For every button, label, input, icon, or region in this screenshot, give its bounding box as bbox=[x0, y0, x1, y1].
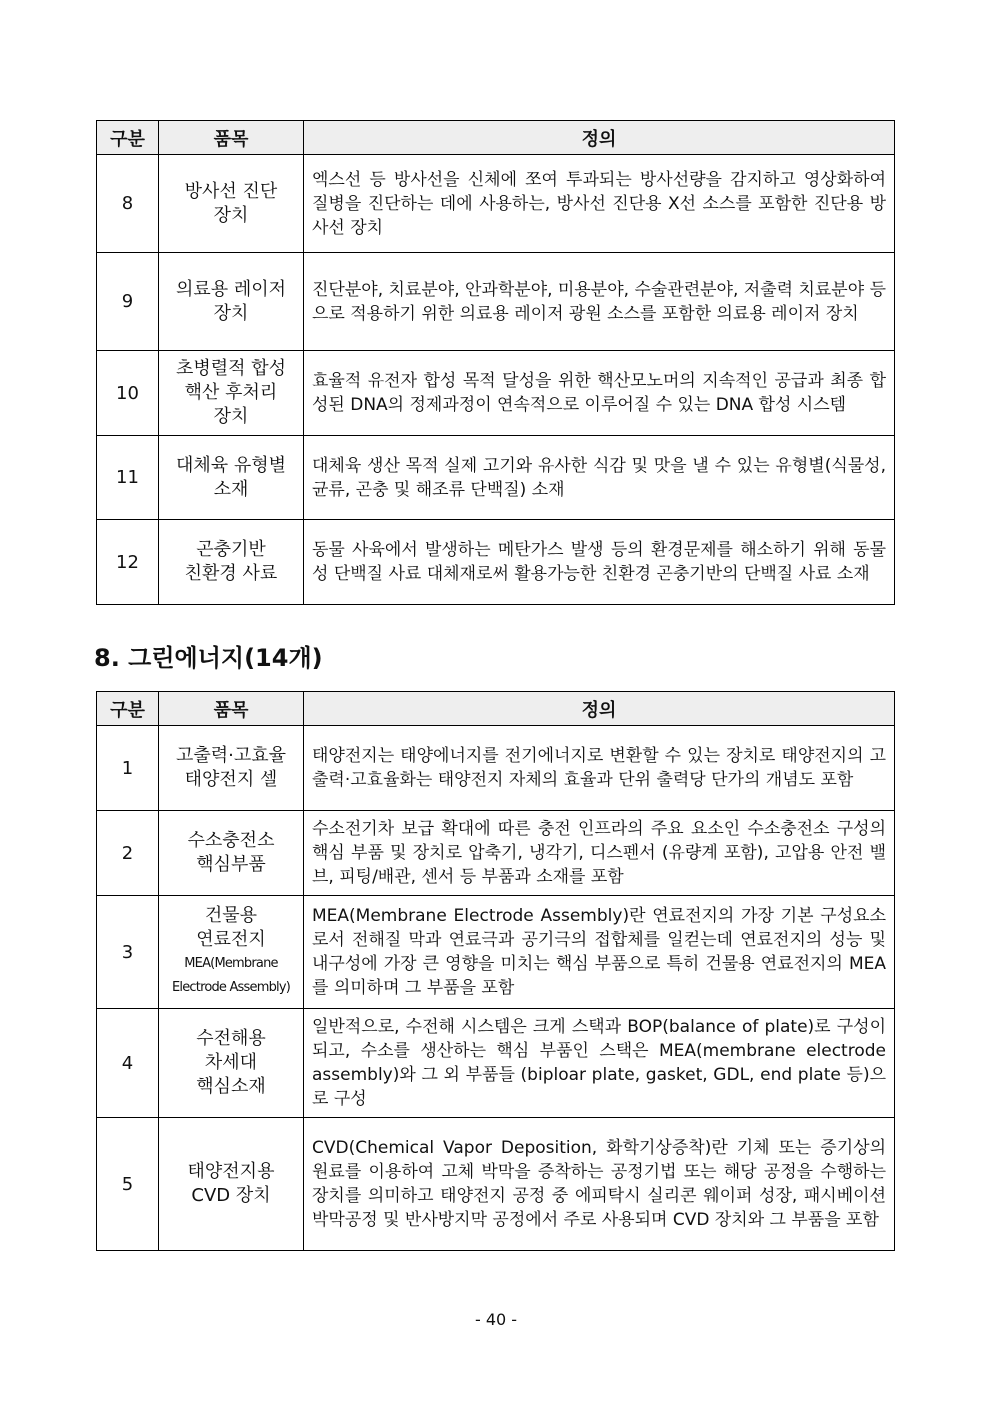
table-header-row bbox=[97, 692, 895, 726]
table-row bbox=[97, 253, 895, 351]
row-definition: 동물 사육에서 발생하는 메탄가스 발생 등의 환경문제를 해소하기 위해 동물성 단백질 사료 대체재로써 활용가능한 친환경 곤충기반의 단백질 사료 소재 bbox=[304, 520, 895, 605]
row-number: 1 bbox=[97, 726, 159, 811]
product-table-biohealth bbox=[96, 120, 895, 605]
row-definition: 태양전지는 태양에너지를 전기에너지로 변환할 수 있는 장치로 태양전지의 고출력·고효율화는 태양전지 자체의 효율과 단위 출력당 단가의 개념도 포함 bbox=[304, 726, 895, 811]
row-number: 8 bbox=[97, 155, 159, 253]
item-line-small: Electrode Assembly) bbox=[172, 980, 290, 995]
item-line: 장치 bbox=[213, 302, 249, 324]
row-number: 2 bbox=[97, 811, 159, 896]
row-number: 11 bbox=[97, 436, 159, 520]
item-line: 의료용 레이저 bbox=[175, 278, 287, 300]
item-line: 차세대 bbox=[204, 1052, 258, 1073]
row-item bbox=[159, 351, 304, 436]
item-line: 연료전지 bbox=[196, 929, 266, 950]
row-item bbox=[159, 520, 304, 605]
row-number: 4 bbox=[97, 1009, 159, 1118]
header-item: 품목 bbox=[159, 121, 304, 155]
item-line: 소재 bbox=[213, 478, 249, 500]
item-line: 핵산 후처리 bbox=[184, 382, 278, 403]
row-number: 10 bbox=[97, 351, 159, 436]
header-category: 구분 bbox=[97, 121, 159, 155]
row-item bbox=[159, 155, 304, 253]
header-item: 품목 bbox=[159, 692, 304, 726]
table-header-row bbox=[97, 121, 895, 155]
item-line: 초병렬적 합성 bbox=[175, 358, 287, 379]
table-row bbox=[97, 726, 895, 811]
item-line: 장치 bbox=[213, 204, 249, 226]
page-number: - 40 - bbox=[474, 1310, 518, 1329]
item-line: 곤충기반 bbox=[196, 539, 266, 560]
item-line: 태양전지용 bbox=[187, 1161, 275, 1182]
row-definition: 대체육 생산 목적 실제 고기와 유사한 식감 및 맛을 낼 수 있는 유형별(식물성, 균류, 곤충 및 해조류 단백질) 소재 bbox=[304, 436, 895, 520]
item-line: 고출력·고효율 bbox=[175, 745, 287, 766]
table-row bbox=[97, 1118, 895, 1251]
row-definition: CVD(Chemical Vapor Deposition, 화학기상증착)란 기체 또는 증기상의 원료를 이용하여 고체 박막을 증착하는 공정기법 또는 해당 공정을 수행하는 장치를 의미하고 태양전지 공정 중 에피탁시 실리콘 웨이퍼 성장, 패시베이션 박막공정 및 반사방지막 공정에서 주로 사용되며 CVD 장치와 그 부품을 포함 bbox=[304, 1118, 895, 1251]
row-number: 3 bbox=[97, 896, 159, 1009]
row-item bbox=[159, 811, 304, 896]
item-line: 핵심부품 bbox=[196, 854, 266, 875]
row-definition: 엑스선 등 방사선을 신체에 쪼여 투과되는 방사선량을 감지하고 영상화하여 질병을 진단하는 데에 사용하는, 방사선 진단용 X선 소스를 포함한 진단용 방사선 장치 bbox=[304, 155, 895, 253]
item-line: 대체육 유형별 bbox=[175, 454, 287, 476]
row-item bbox=[159, 726, 304, 811]
table-row bbox=[97, 436, 895, 520]
item-line: 장치 bbox=[213, 406, 249, 427]
header-definition: 정의 bbox=[304, 121, 895, 155]
section-title: 8. 그린에너지(14개) bbox=[94, 644, 323, 672]
item-line: 수전해용 bbox=[196, 1028, 266, 1049]
table-row bbox=[97, 1009, 895, 1118]
row-number: 12 bbox=[97, 520, 159, 605]
row-item bbox=[159, 1009, 304, 1118]
item-line: 방사선 진단 bbox=[184, 180, 278, 202]
row-item bbox=[159, 896, 304, 1009]
item-line: 핵심소재 bbox=[196, 1076, 266, 1097]
row-definition: 일반적으로, 수전해 시스템은 크게 스택과 BOP(balance of plate)로 구성이 되고, 수소를 생산하는 핵심 부품인 스택은 MEA(membrane electrode assembly)와 그 외 부품들 (biploar plate, gasket, GDL, end plate 등)으로 구성 bbox=[304, 1009, 895, 1118]
item-line: 수소충전소 bbox=[187, 830, 275, 851]
row-number: 5 bbox=[97, 1118, 159, 1251]
table-row bbox=[97, 520, 895, 605]
table-row bbox=[97, 896, 895, 1009]
row-item bbox=[159, 253, 304, 351]
product-table-green-energy bbox=[96, 691, 895, 1251]
row-definition: 진단분야, 치료분야, 안과학분야, 미용분야, 수술관련분야, 저출력 치료분야 등으로 적용하기 위한 의료용 레이저 광원 소스를 포함한 의료용 레이저 장치 bbox=[304, 253, 895, 351]
row-definition: 수소전기차 보급 확대에 따른 충전 인프라의 주요 요소인 수소충전소 구성의 핵심 부품 및 장치로 압축기, 냉각기, 디스펜서 (유량계 포함), 고압용 안전 밸브, 피팅/배관, 센서 등 부품과 소재를 포함 bbox=[304, 811, 895, 896]
header-category: 구분 bbox=[97, 692, 159, 726]
row-item bbox=[159, 436, 304, 520]
row-number: 9 bbox=[97, 253, 159, 351]
row-item bbox=[159, 1118, 304, 1251]
item-line-small: MEA(Membrane bbox=[184, 956, 278, 971]
item-line: 태양전지 셀 bbox=[184, 769, 278, 790]
table-row bbox=[97, 351, 895, 436]
header-definition: 정의 bbox=[304, 692, 895, 726]
item-line: 친환경 사료 bbox=[184, 563, 278, 584]
item-line: 건물용 bbox=[204, 905, 258, 926]
row-definition: MEA(Membrane Electrode Assembly)란 연료전지의 가장 기본 구성요소로서 전해질 막과 연료극과 공기극의 접합체를 일컫는데 연료전지의 성능 및 내구성에 가장 큰 영향을 미치는 핵심 부품으로 특히 건물용 연료전지의 MEA를 의미하며 그 부품을 포함 bbox=[304, 896, 895, 1009]
table-row bbox=[97, 811, 895, 896]
row-definition: 효율적 유전자 합성 목적 달성을 위한 핵산모노머의 지속적인 공급과 최종 합성된 DNA의 정제과정이 연속적으로 이루어질 수 있는 DNA 합성 시스템 bbox=[304, 351, 895, 436]
item-line: CVD 장치 bbox=[191, 1185, 271, 1206]
table-row bbox=[97, 155, 895, 253]
